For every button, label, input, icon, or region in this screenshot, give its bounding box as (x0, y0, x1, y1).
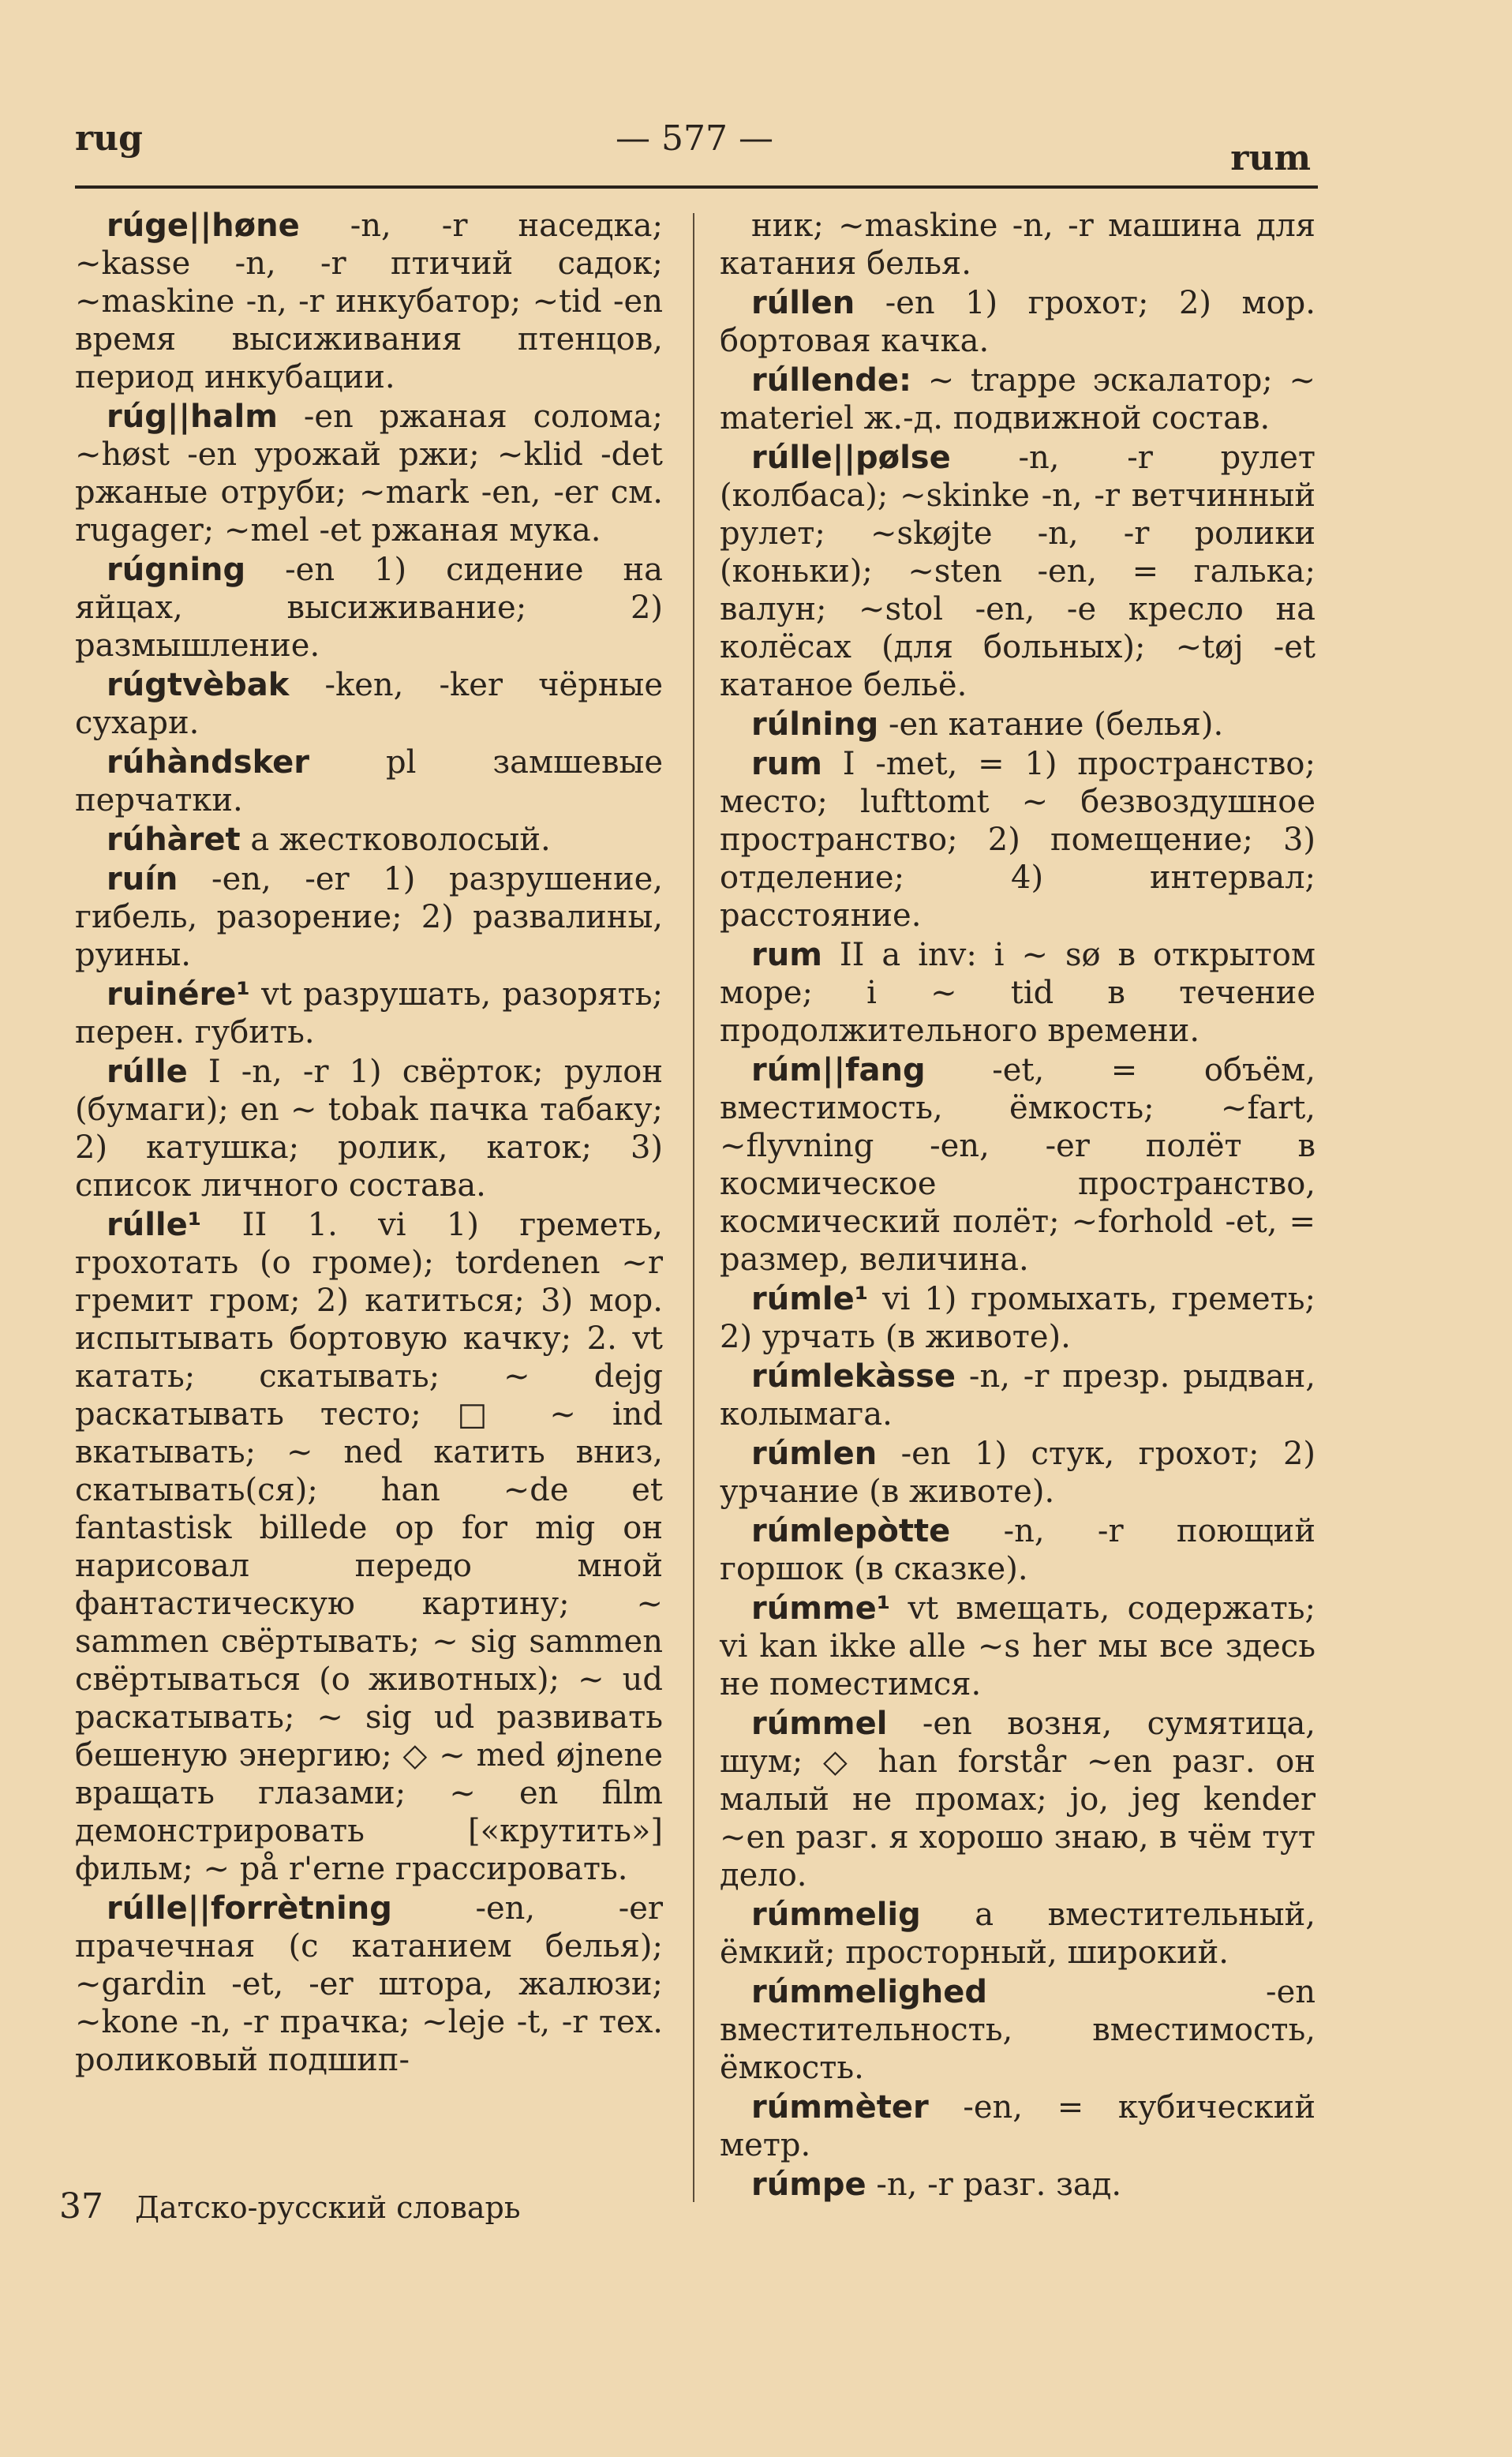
dictionary-entry (720, 2166, 1316, 2204)
headword: rúmmel (751, 1706, 888, 1742)
headword: rúmmelighed (751, 1974, 987, 2010)
headword: rúgning (107, 552, 246, 588)
entry-definition: ник; ~maskine -n, -r машина для катания белья. (720, 208, 1316, 282)
entry-definition: a вместительный, ёмкий; просторный, широкий. (720, 1897, 1316, 1971)
headword: rúmmelig (751, 1897, 921, 1933)
header-right-guideword: rum (1230, 138, 1311, 178)
dictionary-entry (720, 1051, 1316, 1279)
entry-definition: -n, -r рулет (колбаса); ~skinke -n, -r ветчинный рулет; ~skøjte -n, -r ролики (коньки); ~sten -en, = галька; валун; ~stol -en, -e кресло на колёсах (для больных); ~tøj -et катаное бельё. (720, 440, 1316, 703)
footer (59, 2186, 521, 2227)
signature-number: 37 (59, 2186, 103, 2227)
headword: ruín (107, 861, 178, 897)
dictionary-entry (720, 936, 1316, 1050)
headword: rúlle||forrètning (107, 1890, 392, 1927)
entry-definition: -en, -er 1) разрушение, гибель, разорение; 2) развалины, руины. (75, 861, 663, 973)
dictionary-entry (720, 207, 1316, 283)
column-divider (693, 213, 694, 2202)
entry-definition: vt разрушать, разорять; перен. губить. (75, 976, 663, 1051)
entry-definition: -en 1) грохот; 2) мор. бортовая качка. (720, 285, 1316, 359)
dictionary-entry (75, 1053, 663, 1204)
header-rule (75, 185, 1318, 189)
headword: rúgtvèbak (107, 667, 290, 703)
entry-definition: -en ржаная солома; ~høst -en урожай ржи; ~klid -det ржаные отруби; ~mark -en, -er см. rugager; ~mel -et ржаная мука. (75, 399, 663, 549)
headword: rúmmèter (751, 2089, 929, 2126)
headword: rúlle¹ (107, 1207, 202, 1243)
dictionary-entry (720, 439, 1316, 704)
dictionary-entry (720, 1590, 1316, 1703)
headword: ruinére¹ (107, 976, 250, 1013)
headword: rúmlepòtte (751, 1513, 951, 1549)
headword: rúg||halm (107, 399, 278, 435)
dictionary-entry (75, 1890, 663, 2079)
entry-definition: vt вмещать, содержать; vi kan ikke alle ~s her мы все здесь не поместимся. (720, 1590, 1316, 1702)
entry-definition: ~ trappe эскалатор; ~ materiel ж.-д. подвижной состав. (720, 362, 1316, 436)
left-column (75, 207, 663, 2081)
headword: rúhàret (107, 822, 241, 858)
headword: rúmle¹ (751, 1281, 869, 1317)
entry-definition: II a inv: i ~ sø в открытом море; i ~ tid в течение продолжительного времени. (720, 937, 1316, 1049)
headword: rúhàndsker (107, 744, 309, 781)
headword: rúlle||pølse (751, 440, 951, 476)
headword: rúm||fang (751, 1052, 926, 1088)
entry-definition: -ken, -ker чёрные сухари. (75, 667, 663, 741)
entry-definition: -en, = кубический метр. (720, 2089, 1316, 2163)
entry-definition: -en 1) стук, грохот; 2) урчание (в животе). (720, 1436, 1316, 1510)
dictionary-entry (75, 207, 663, 396)
entry-definition: pl замшевые перчатки. (75, 744, 664, 818)
headword: rúmlekàsse (751, 1358, 956, 1395)
entry-definition: -n, -r разг. зад. (876, 2167, 1122, 2203)
dictionary-entry (720, 706, 1316, 743)
dictionary-entry (75, 398, 663, 549)
entry-definition: -n, -r наседка; ~kasse -n, -r птичий садок; ~maskine -n, -r инкубатор; ~tid -en время высиживания птенцов, период инкубации. (75, 208, 663, 395)
dictionary-entry (720, 284, 1316, 360)
headword: rúmpe (751, 2167, 866, 2203)
right-column (720, 207, 1316, 2205)
entry-definition: -n, -r презр. рыдван, колымага. (720, 1358, 1316, 1433)
headword: rúge||høne (107, 208, 300, 244)
entry-definition: -en, -er прачечная (с катанием белья); ~gardin -et, -er штора, жалюзи; ~kone -n, -r прачка; ~leje -t, -r тех. роликовый подшип- (75, 1890, 664, 2078)
headword: rum (751, 746, 822, 782)
dictionary-entry (720, 1512, 1316, 1588)
entry-definition: -n, -r поющий горшок (в сказке). (720, 1513, 1316, 1587)
dictionary-entry (75, 821, 663, 859)
dictionary-entry (720, 1973, 1316, 2087)
headword: rúmme¹ (751, 1590, 891, 1627)
entry-definition: vi 1) громыхать, греметь; 2) урчать (в животе). (720, 1281, 1316, 1355)
dictionary-entry (75, 551, 663, 665)
dictionary-entry (720, 1280, 1316, 1356)
dictionary-entry (720, 1705, 1316, 1894)
dictionary-entry (75, 666, 663, 742)
entry-definition: -en 1) сидение на яйцах, высиживание; 2) размышление. (75, 552, 663, 664)
book-title: Датско-русский словарь (135, 2190, 521, 2225)
header-left-guideword: rug (75, 118, 143, 159)
entry-definition: -en возня, сумятица, шум; ◇ han forstår ~en разг. он малый не промах; jo, jeg kender ~en разг. я хорошо знаю, в чём тут дело. (720, 1706, 1316, 1893)
dictionary-entry (720, 1896, 1316, 1972)
headword: rúllende: (751, 362, 911, 399)
headword: rúlning (751, 706, 879, 743)
entry-definition: -et, = объём, вместимость, ёмкость; ~fart, ~flyvning -en, -er полёт в космическое пространство, космический полёт; ~forhold -et, = размер, величина. (720, 1052, 1316, 1278)
headword: rúlle (107, 1054, 188, 1090)
dictionary-entry (720, 2088, 1316, 2164)
entry-definition: I -n, -r 1) свёрток; рулон (бумаги); en ~ tobak пачка табаку; 2) катушка; ролик, каток; 3) список личного состава. (75, 1054, 663, 1204)
dictionary-entry (720, 361, 1316, 437)
dictionary-entry (75, 976, 663, 1051)
headword: rum (751, 937, 822, 973)
entry-definition: a жестковолосый. (250, 822, 551, 858)
entry-definition: I -met, = 1) пространство; место; lufttomt ~ безвоздушное пространство; 2) помещение; 3) отделение; 4) интервал; расстояние. (720, 746, 1316, 934)
entry-definition: -en вместительность, вместимость, ёмкость. (720, 1974, 1316, 2086)
dictionary-entry (75, 743, 663, 819)
headword: rúmlen (751, 1436, 878, 1472)
dictionary-entry (720, 1358, 1316, 1433)
dictionary-entry (720, 745, 1316, 934)
entry-definition: II 1. vi 1) греметь, грохотать (о громе); tordenen ~r гремит гром; 2) катиться; 3) мор. испытывать бортовую качку; 2. vt катать; скатывать; ~ dejg раскатывать тесто; □ ~ ind вкатывать; ~ ned катить вниз, скатывать(ся); han ~de et fantastisk billede op for mig он нарисовал передо мной фантастическую картину; ~ sammen свёртывать; ~ sig sammen свёртываться (о животных); ~ ud раскатывать; ~ sig ud развивать бешеную энергию; ◇ ~ med øjnene вращать глазами; ~ en film демонстрировать [«крутить»] фильм; ~ på r'erne грассировать. (75, 1207, 663, 1887)
dictionary-entry (75, 860, 663, 974)
entry-definition: -en катание (белья). (888, 706, 1224, 743)
page-number: — 577 — (616, 118, 773, 159)
dictionary-entry (720, 1435, 1316, 1511)
headword: rúllen (751, 285, 855, 321)
dictionary-entry (75, 1206, 663, 1888)
